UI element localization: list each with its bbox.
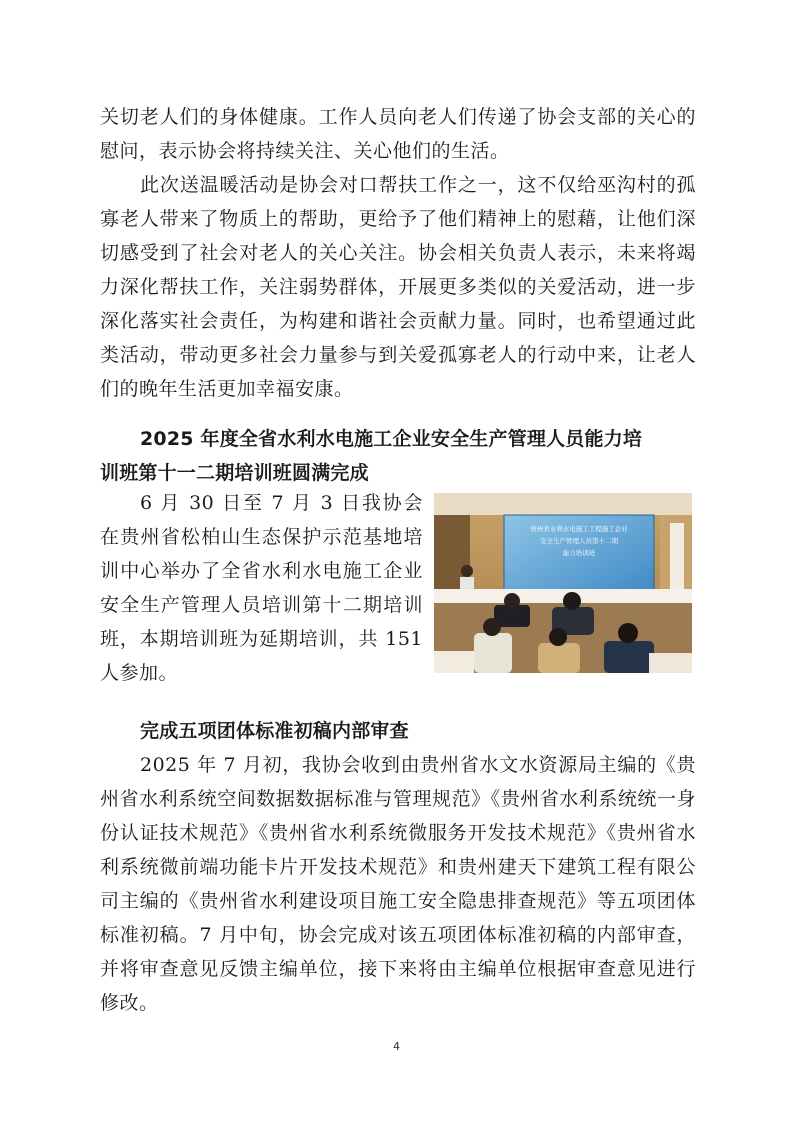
article1-paragraph: 此次送温暖活动是协会对口帮扶工作之一，这不仅给巫沟村的孤寡老人带来了物质上的帮助，更给予了他们精神上的慰藉，让他们深切感受到了社会对老人的关心关注。协会相关负责人表示，未来将竭力深化帮扶工作，关注弱势群体，开展更多类似的关爱活动，进一步深化落实社会责任，为构建和谐社会贡献力量。同时，也希望通过此类活动，带动更多社会力量参与到关爱孤寡老人的行动中来，让老人们的晚年生活更加幸福安康。	[100, 174, 696, 400]
article1-continuation: 关切老人们的身体健康。工作人员向老人们传递了协会支部的关心的慰问，表示协会将持续关注、关心他们的生活。	[100, 106, 696, 162]
article3-title: 完成五项团体标准初稿内部审查	[140, 720, 409, 742]
article2-title-line2: 训班第十一二期培训班圆满完成	[100, 462, 369, 484]
article3-body: 2025 年 7 月初，我协会收到由贵州省水文水资源局主编的《贵州省水利系统空间数据数据标准与管理规范》《贵州省水利系统统一身份认证技术规范》《贵州省水利系统微服务开发技术规范》《贵州省水利系统微前端功能卡片开发技术规范》和贵州建天下建筑工程有限公司主编的《贵州省水利建设项目施工安全隐患排查规范》等五项团体标准初稿。7 月中旬，协会完成对该五项团体标准初稿的内部审查，并将审查意见反馈主编单位，接下来将由主编单位根据审查意见进行修改。	[100, 754, 696, 1014]
article2-title-line1: 2025 年度全省水利水电施工企业安全生产管理人员能力培	[140, 428, 643, 450]
page-number: 4	[393, 1040, 400, 1053]
banner-line1: 贵州省水利水电施工工程施工企业	[530, 525, 628, 533]
banner-line3: 能力培训班	[562, 549, 596, 557]
training-photo	[434, 493, 692, 673]
article2-body: 6 月 30 日至 7 月 3 日我协会在贵州省松柏山生态保护示范基地培训中心举办了全省水利水电施工企业安全生产管理人员培训第十二期培训班，本期培训班为延期培训，共 151 人参加。	[100, 492, 423, 684]
article2-title	[100, 422, 700, 490]
banner-line2: 安全生产管理人员第十二期	[540, 537, 618, 545]
